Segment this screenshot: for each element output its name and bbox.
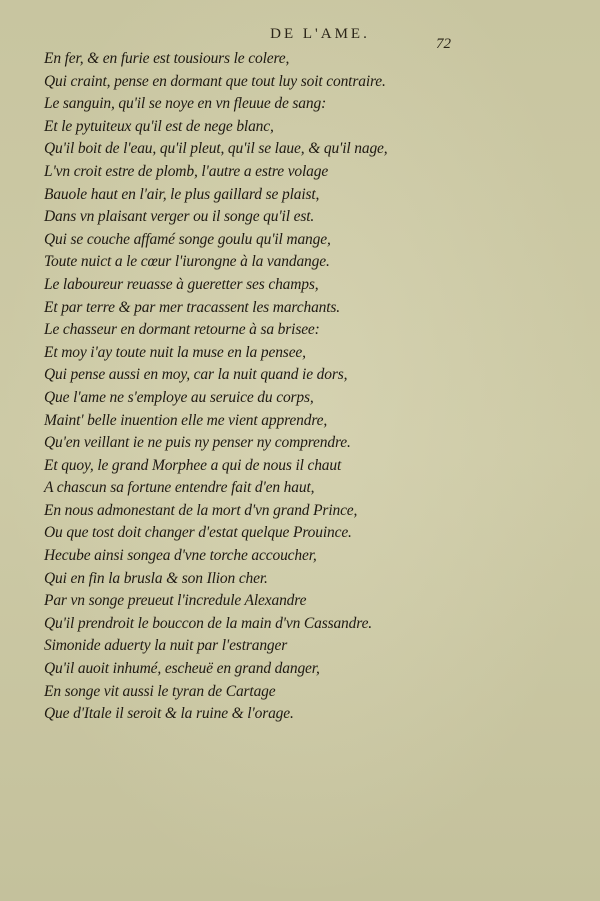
verse-line: Bauole haut en l'air, le plus gaillard se plaist,	[44, 185, 320, 203]
verse-line: En songe vit aussi le tyran de Cartage	[44, 682, 276, 700]
verse-line: En fer, & en furie est tousiours le colere,	[44, 50, 290, 67]
verse-line: Qu'en veillant ie ne puis ny penser ny comprendre.	[44, 434, 351, 452]
verse-line: Le laboureur reuasse à gueretter ses champs,	[44, 275, 319, 293]
verse-line: Hecube ainsi songea d'vne torche accoucher,	[44, 547, 317, 565]
verse-line: Simonide aduerty la nuit par l'estranger	[44, 637, 288, 655]
verse-line: A chascun sa fortune entendre fait d'en haut,	[44, 479, 315, 497]
verse-line: Le chasseur en dormant retourne à sa brisee:	[44, 321, 320, 339]
verse-line: Toute nuict a le cœur l'iurongne à la vandange.	[44, 253, 330, 271]
verse-line: Maint' belle inuention elle me vient apprendre,	[44, 411, 328, 429]
verse-line: Et moy i'ay toute nuit la muse en la pensee,	[44, 343, 306, 361]
verse-line: Dans vn plaisant verger ou il songe qu'il est.	[44, 208, 315, 226]
verse-line: Et quoy, le grand Morphee a qui de nous il chaut	[44, 456, 342, 474]
verse-line: Par vn songe preueut l'incredule Alexandre	[44, 592, 307, 610]
verse-line: Qui en fin la brusla & son Ilion cher.	[44, 569, 268, 587]
verse-line: Le sanguin, qu'il se noye en vn fleuue de sang:	[44, 95, 327, 113]
verse-line: Et par terre & par mer tracassent les marchants.	[44, 298, 341, 316]
running-head	[0, 26, 600, 43]
verse-line: Et le pytuiteux qu'il est de nege blanc,	[44, 117, 274, 135]
verse-line: Qui pense aussi en moy, car la nuit quand ie dors,	[44, 366, 348, 384]
running-head-text: DE L'AME.	[270, 26, 370, 42]
verse-block	[44, 48, 444, 726]
page-number: 72	[436, 36, 451, 52]
verse-line: L'vn croit estre de plomb, l'autre a estre volage	[44, 162, 329, 180]
verse-line: Que d'Itale il seroit & la ruine & l'orage.	[44, 705, 294, 723]
verse-line: Qui se couche affamé songe goulu qu'il mange,	[44, 230, 331, 248]
verse-line: Ou que tost doit changer d'estat quelque Prouince.	[44, 524, 352, 542]
verse-line: Qui craint, pense en dormant que tout luy soit contraire.	[44, 72, 386, 90]
verse-line: En nous admonestant de la mort d'vn grand Prince,	[44, 501, 358, 519]
verse-line: Qu'il prendroit le bouccon de la main d'vn Cassandre.	[44, 614, 373, 632]
verse-line: Qu'il boit de l'eau, qu'il pleut, qu'il se laue, & qu'il nage,	[44, 140, 388, 158]
verse-line: Que l'ame ne s'employe au seruice du corps,	[44, 388, 314, 406]
verse-line: Qu'il auoit inhumé, escheuë en grand danger,	[44, 660, 320, 678]
